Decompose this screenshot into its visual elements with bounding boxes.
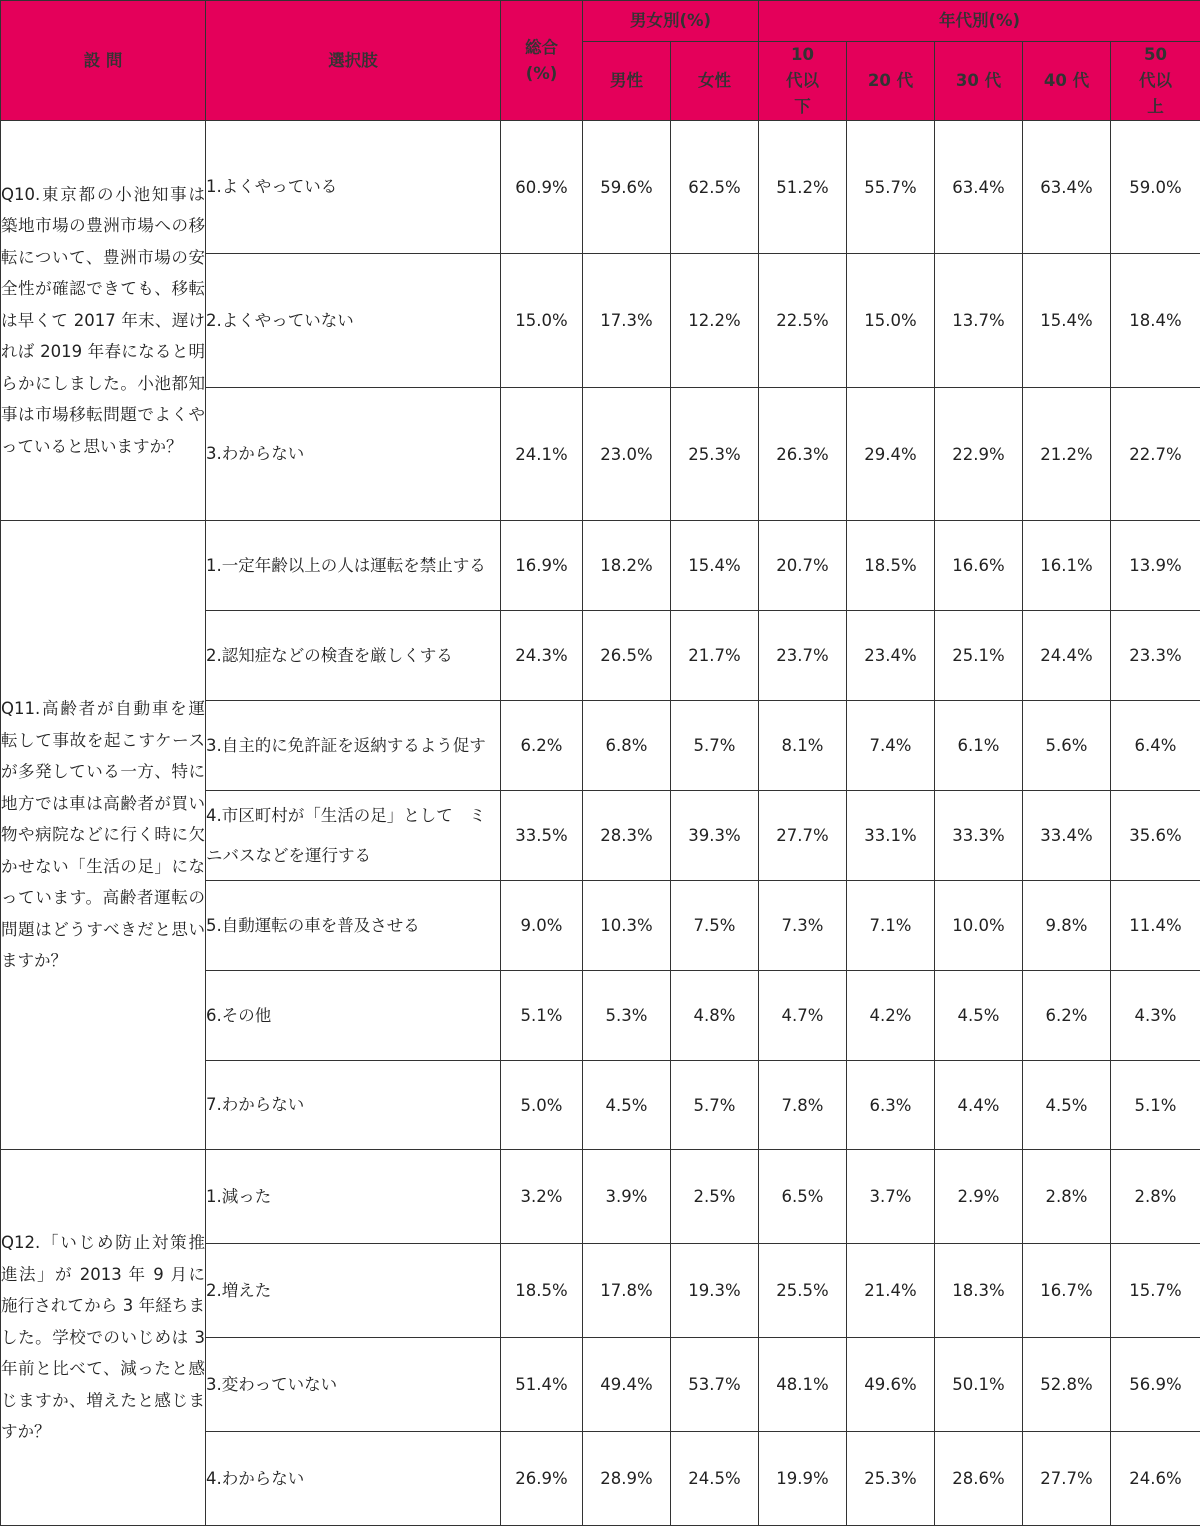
table-header	[1, 1, 1200, 121]
value-age-10s: 26.3%	[759, 388, 847, 521]
answer-option: 1.減った	[206, 1150, 501, 1244]
value-age-40s: 15.4%	[1023, 254, 1111, 388]
value-age-30s: 4.4%	[935, 1061, 1023, 1150]
value-female: 4.8%	[671, 971, 759, 1061]
value-age-30s: 6.1%	[935, 701, 1023, 791]
value-age-10s: 8.1%	[759, 701, 847, 791]
value-age-20s: 6.3%	[847, 1061, 935, 1150]
value-age-40s: 4.5%	[1023, 1061, 1111, 1150]
value-female: 39.3%	[671, 791, 759, 881]
value-age-10s: 7.8%	[759, 1061, 847, 1150]
value-age-40s: 5.6%	[1023, 701, 1111, 791]
answer-option: 2.増えた	[206, 1244, 501, 1338]
header-age-30s: 30 代	[935, 42, 1023, 121]
answer-option: 4.市区町村が「生活の足」として ミニバスなどを運行する	[206, 791, 501, 881]
value-age-50s: 59.0%	[1111, 121, 1200, 254]
value-male: 6.8%	[583, 701, 671, 791]
value-total: 60.9%	[501, 121, 583, 254]
header-age-group: 年代別(%)	[759, 1, 1200, 42]
value-age-20s: 15.0%	[847, 254, 935, 388]
header-age-50s: 50 代以上	[1111, 42, 1200, 121]
value-male: 5.3%	[583, 971, 671, 1061]
value-age-40s: 16.7%	[1023, 1244, 1111, 1338]
answer-option: 3.変わっていない	[206, 1338, 501, 1432]
value-age-30s: 18.3%	[935, 1244, 1023, 1338]
value-total: 18.5%	[501, 1244, 583, 1338]
value-male: 3.9%	[583, 1150, 671, 1244]
value-male: 17.3%	[583, 254, 671, 388]
question-text: Q10.東京都の小池知事は築地市場の豊洲市場への移転について、豊洲市場の安全性が確認できても、移転は早くて 2017 年末、遅ければ 2019 年春になると明らかにしました。小池都知事は市場移転問題でよくやっていると思いますか？	[1, 121, 206, 521]
value-age-40s: 24.4%	[1023, 611, 1111, 701]
value-male: 23.0%	[583, 388, 671, 521]
value-age-50s: 2.8%	[1111, 1150, 1200, 1244]
answer-option: 2.認知症などの検査を厳しくする	[206, 611, 501, 701]
header-question: 設 問	[1, 1, 206, 121]
header-female: 女性	[671, 42, 759, 121]
value-female: 2.5%	[671, 1150, 759, 1244]
value-age-20s: 25.3%	[847, 1432, 935, 1526]
value-total: 16.9%	[501, 521, 583, 611]
value-total: 33.5%	[501, 791, 583, 881]
value-age-30s: 28.6%	[935, 1432, 1023, 1526]
value-age-10s: 20.7%	[759, 521, 847, 611]
value-male: 28.9%	[583, 1432, 671, 1526]
value-age-30s: 16.6%	[935, 521, 1023, 611]
value-age-30s: 13.7%	[935, 254, 1023, 388]
value-age-50s: 35.6%	[1111, 791, 1200, 881]
value-age-50s: 6.4%	[1111, 701, 1200, 791]
answer-option: 5.自動運転の車を普及させる	[206, 881, 501, 971]
value-male: 10.3%	[583, 881, 671, 971]
value-age-40s: 9.8%	[1023, 881, 1111, 971]
table-row	[1, 521, 1200, 611]
value-female: 12.2%	[671, 254, 759, 388]
value-total: 5.0%	[501, 1061, 583, 1150]
answer-option: 3.わからない	[206, 388, 501, 521]
value-male: 49.4%	[583, 1338, 671, 1432]
value-age-40s: 21.2%	[1023, 388, 1111, 521]
value-female: 53.7%	[671, 1338, 759, 1432]
value-female: 25.3%	[671, 388, 759, 521]
value-age-20s: 7.4%	[847, 701, 935, 791]
answer-option: 6.その他	[206, 971, 501, 1061]
value-age-50s: 56.9%	[1111, 1338, 1200, 1432]
value-male: 59.6%	[583, 121, 671, 254]
value-female: 19.3%	[671, 1244, 759, 1338]
value-female: 62.5%	[671, 121, 759, 254]
value-age-10s: 48.1%	[759, 1338, 847, 1432]
table-body	[1, 121, 1200, 1526]
header-total: 総合(%)	[501, 1, 583, 121]
value-age-40s: 2.8%	[1023, 1150, 1111, 1244]
answer-option: 7.わからない	[206, 1061, 501, 1150]
value-age-50s: 4.3%	[1111, 971, 1200, 1061]
value-total: 15.0%	[501, 254, 583, 388]
value-female: 21.7%	[671, 611, 759, 701]
value-total: 51.4%	[501, 1338, 583, 1432]
value-male: 26.5%	[583, 611, 671, 701]
value-age-30s: 33.3%	[935, 791, 1023, 881]
value-age-20s: 33.1%	[847, 791, 935, 881]
value-total: 3.2%	[501, 1150, 583, 1244]
value-total: 6.2%	[501, 701, 583, 791]
value-age-50s: 18.4%	[1111, 254, 1200, 388]
value-age-10s: 7.3%	[759, 881, 847, 971]
value-age-20s: 55.7%	[847, 121, 935, 254]
header-gender-group: 男女別(%)	[583, 1, 759, 42]
value-age-40s: 6.2%	[1023, 971, 1111, 1061]
value-age-40s: 63.4%	[1023, 121, 1111, 254]
header-options: 選択肢	[206, 1, 501, 121]
question-text: Q12.「いじめ防止対策推進法」が 2013 年 9 月に施行されてから 3 年経ちました。学校でのいじめは 3 年前と比べて、減ったと感じますか、増えたと感じますか？	[1, 1150, 206, 1526]
value-female: 5.7%	[671, 701, 759, 791]
answer-option: 1.よくやっている	[206, 121, 501, 254]
value-age-50s: 13.9%	[1111, 521, 1200, 611]
header-age-40s: 40 代	[1023, 42, 1111, 121]
value-age-20s: 18.5%	[847, 521, 935, 611]
value-male: 28.3%	[583, 791, 671, 881]
header-age-20s: 20 代	[847, 42, 935, 121]
answer-option: 2.よくやっていない	[206, 254, 501, 388]
value-total: 5.1%	[501, 971, 583, 1061]
value-total: 24.1%	[501, 388, 583, 521]
value-age-10s: 4.7%	[759, 971, 847, 1061]
answer-option: 3.自主的に免許証を返納するよう促す	[206, 701, 501, 791]
value-female: 7.5%	[671, 881, 759, 971]
value-age-10s: 27.7%	[759, 791, 847, 881]
header-male: 男性	[583, 42, 671, 121]
value-age-50s: 11.4%	[1111, 881, 1200, 971]
value-age-30s: 22.9%	[935, 388, 1023, 521]
value-age-10s: 19.9%	[759, 1432, 847, 1526]
question-text: Q11.高齢者が自動車を運転して事故を起こすケースが多発している一方、特に地方では車は高齢者が買い物や病院などに行く時に欠かせない「生活の足」になっています。高齢者運転の問題はどうすべきだと思いますか？	[1, 521, 206, 1150]
value-age-20s: 7.1%	[847, 881, 935, 971]
value-age-10s: 22.5%	[759, 254, 847, 388]
value-age-30s: 10.0%	[935, 881, 1023, 971]
value-male: 17.8%	[583, 1244, 671, 1338]
value-male: 4.5%	[583, 1061, 671, 1150]
value-age-40s: 52.8%	[1023, 1338, 1111, 1432]
value-age-30s: 4.5%	[935, 971, 1023, 1061]
value-age-40s: 33.4%	[1023, 791, 1111, 881]
value-age-20s: 29.4%	[847, 388, 935, 521]
value-age-50s: 24.6%	[1111, 1432, 1200, 1526]
value-total: 24.3%	[501, 611, 583, 701]
value-age-20s: 21.4%	[847, 1244, 935, 1338]
value-age-50s: 15.7%	[1111, 1244, 1200, 1338]
value-age-30s: 63.4%	[935, 121, 1023, 254]
value-age-40s: 16.1%	[1023, 521, 1111, 611]
value-age-10s: 6.5%	[759, 1150, 847, 1244]
value-total: 9.0%	[501, 881, 583, 971]
value-age-20s: 49.6%	[847, 1338, 935, 1432]
value-age-50s: 5.1%	[1111, 1061, 1200, 1150]
value-female: 24.5%	[671, 1432, 759, 1526]
table-row	[1, 121, 1200, 254]
value-age-10s: 51.2%	[759, 121, 847, 254]
value-age-30s: 25.1%	[935, 611, 1023, 701]
value-age-50s: 22.7%	[1111, 388, 1200, 521]
value-age-20s: 3.7%	[847, 1150, 935, 1244]
value-female: 5.7%	[671, 1061, 759, 1150]
value-age-30s: 50.1%	[935, 1338, 1023, 1432]
value-total: 26.9%	[501, 1432, 583, 1526]
value-male: 18.2%	[583, 521, 671, 611]
value-age-30s: 2.9%	[935, 1150, 1023, 1244]
table-row	[1, 1150, 1200, 1244]
value-age-50s: 23.3%	[1111, 611, 1200, 701]
value-female: 15.4%	[671, 521, 759, 611]
value-age-10s: 25.5%	[759, 1244, 847, 1338]
value-age-40s: 27.7%	[1023, 1432, 1111, 1526]
answer-option: 4.わからない	[206, 1432, 501, 1526]
value-age-20s: 23.4%	[847, 611, 935, 701]
header-age-10s: 10 代以下	[759, 42, 847, 121]
value-age-10s: 23.7%	[759, 611, 847, 701]
value-age-20s: 4.2%	[847, 971, 935, 1061]
answer-option: 1.一定年齢以上の人は運転を禁止する	[206, 521, 501, 611]
